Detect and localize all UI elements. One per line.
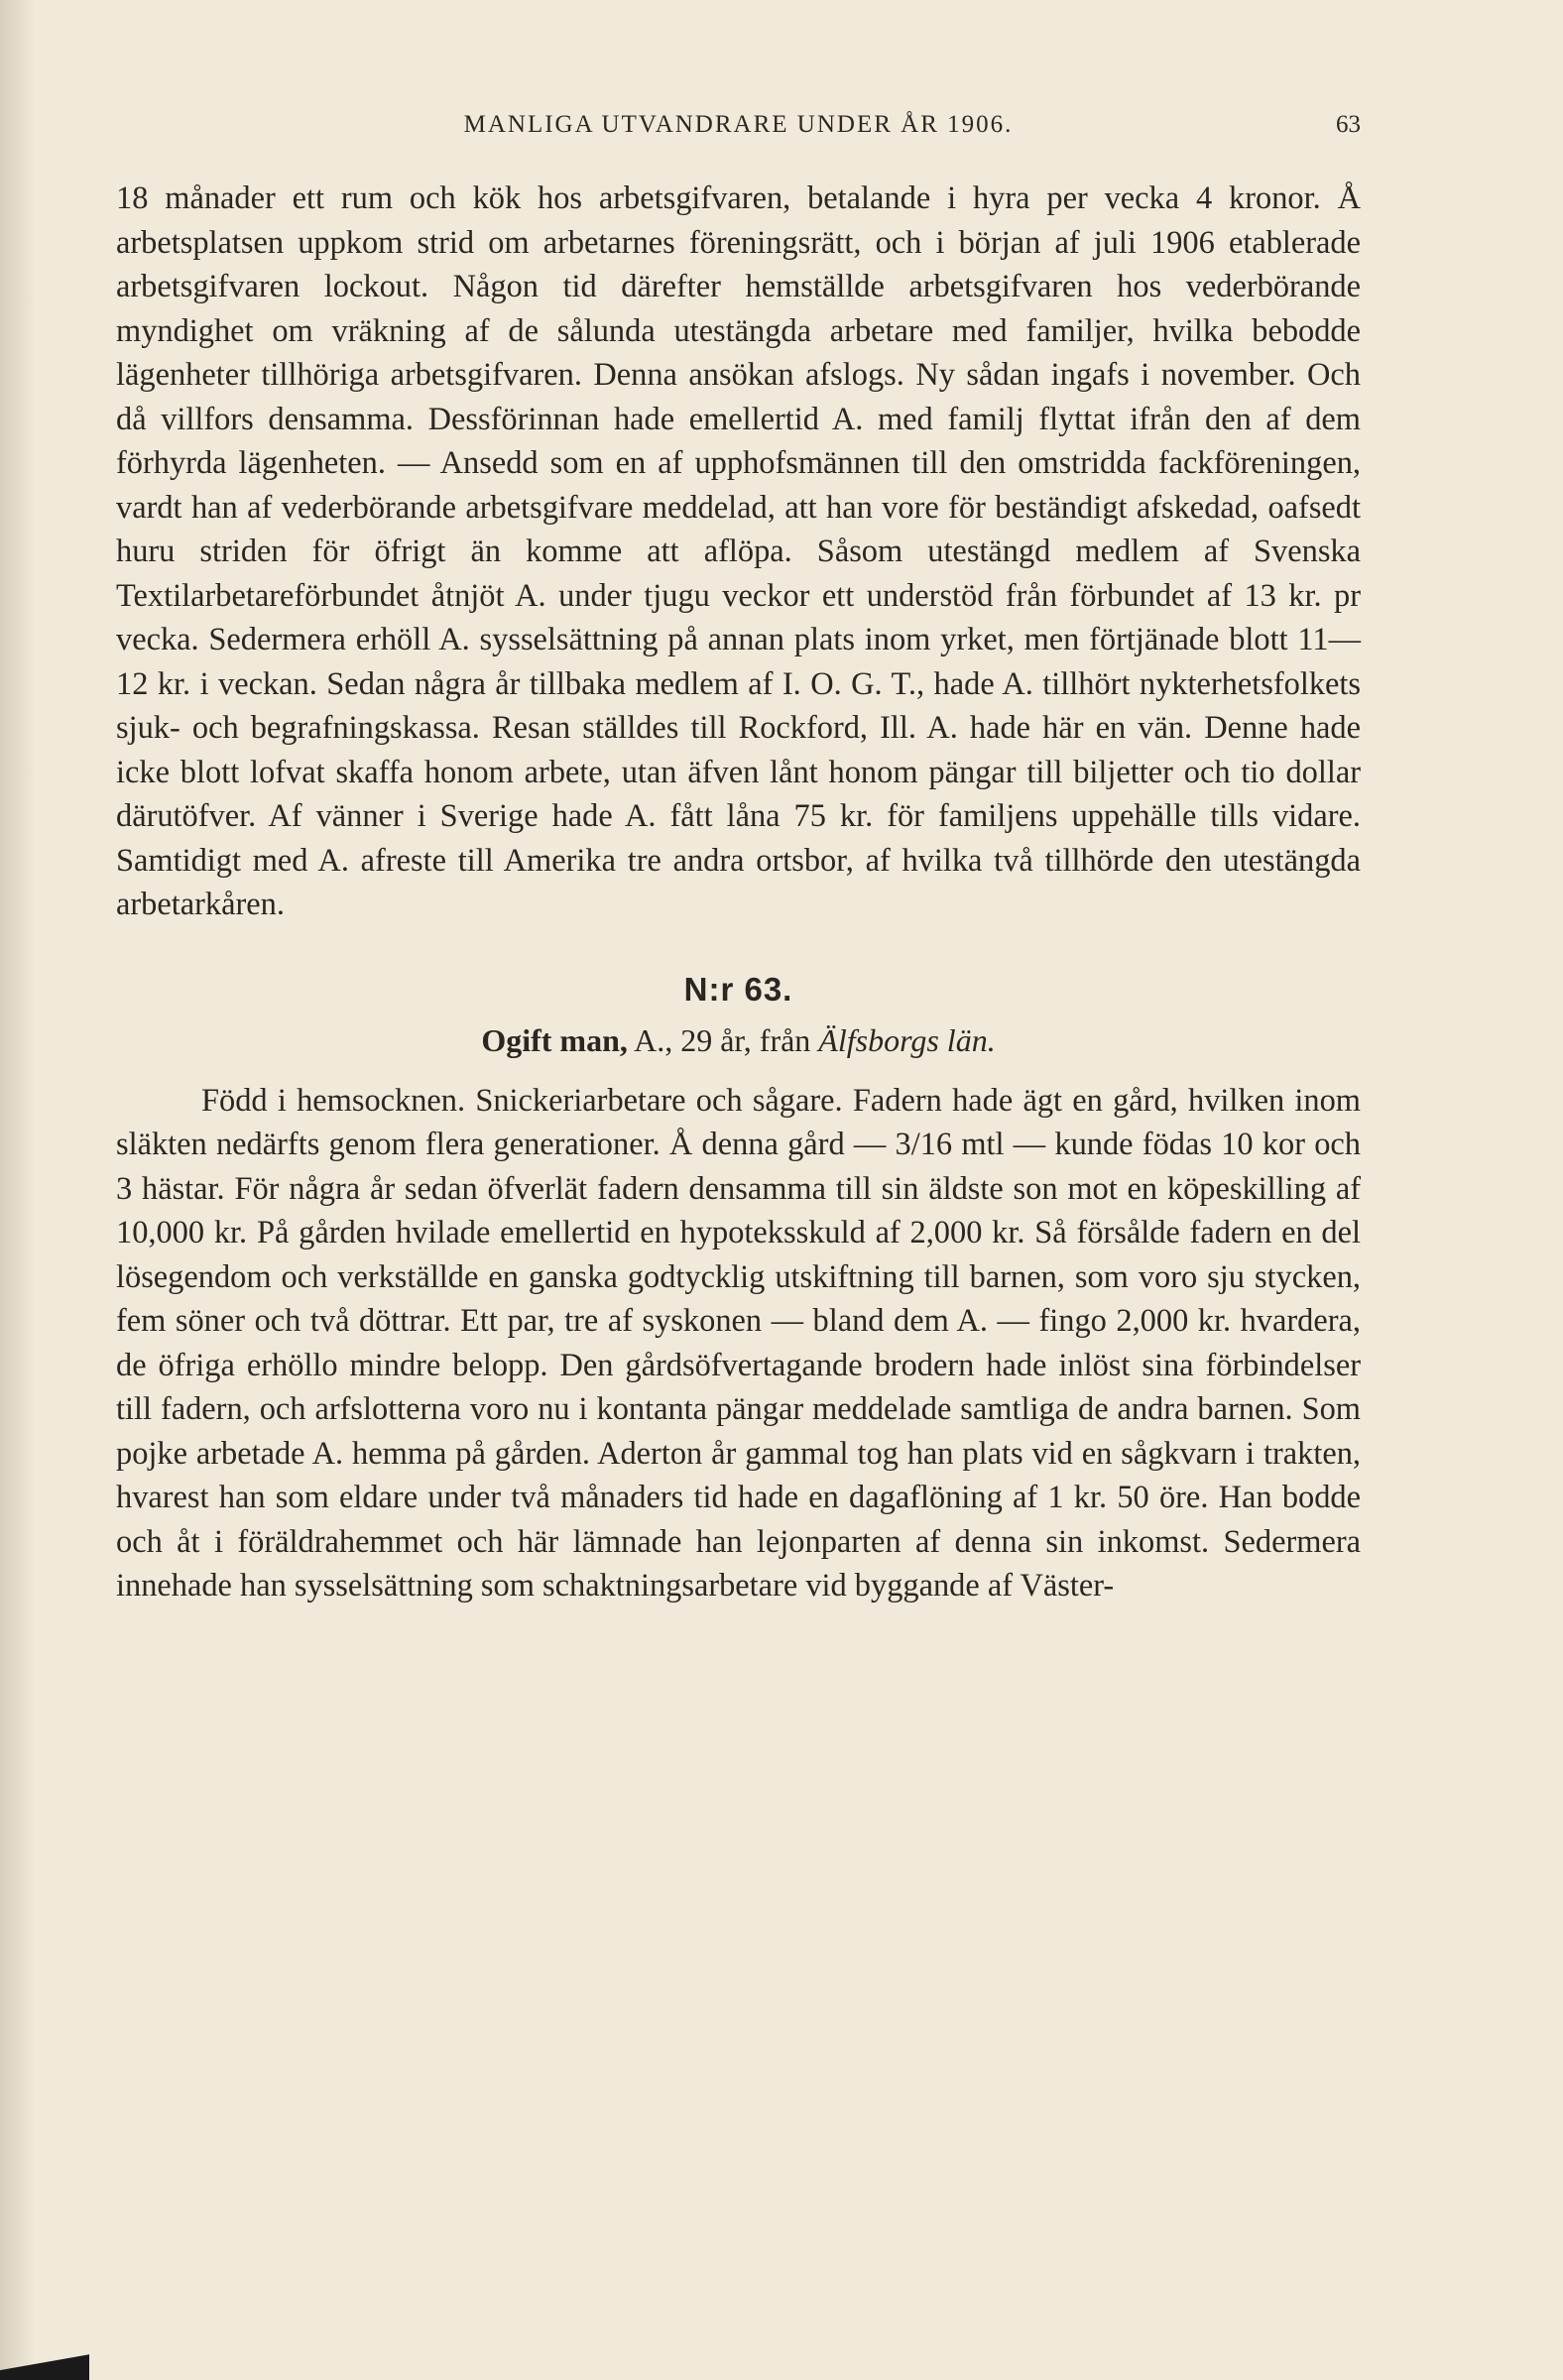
scan-corner-mark — [0, 2338, 89, 2380]
running-head-title: MANLIGA UTVANDRARE UNDER ÅR 1906. — [463, 111, 1014, 138]
case-number-heading: N:r 63. — [683, 970, 793, 1008]
paragraph-case-63: Född i hemsocknen. Snickeriarbetare och sågare. Fadern hade ägt en gård, hvilken inom släkten nedärfts genom flera generationer. Å denna gård — 3/16 mtl — kunde födas 10 kor och 3 hästar. För några år sedan öfverlät fadern densamma till sin äldste son mot en köpeskilling af 10,000 kr. På gården hvilade emellertid en hypoteksskuld af 2,000 kr. Så försålde fadern en del lösegendom och verkställde en ganska godtycklig utskiftning till barnen, som voro sju stycken, fem söner och två döttrar. Ett par, tre af syskonen — bland dem A. — fingo 2,000 kr. hvardera, de öfriga erhöllo mindre belopp. Den gårdsöfvertagande brodern hade inlöst sina förbindelser till fadern, och arfslotterna voro nu i kontanta pängar meddelade samtliga de andra barnen. Som pojke arbetade A. hemma på gården. Aderton år gammal tog han plats vid en sågkvarn i trakten, hvarest han som eldare under två månaders tid hade en dagaflöning af 1 kr. 50 öre. Han bodde och åt i föräldrahemmet och här lämnade han lejonparten af denna sin inkomst. Sedermera innehade han sysselsättning som schaktningsarbetare vid byggande af Väster- — [116, 1082, 1361, 1604]
case-lead: Ogift man, — [481, 1021, 628, 1058]
case-place: Älfsborgs län. — [818, 1021, 996, 1058]
book-page — [116, 111, 1361, 1608]
case-subheading — [116, 1022, 1361, 1059]
page-edge-shadow — [0, 0, 34, 2380]
paragraph-continued: 18 månader ett rum och kök hos arbetsgifvaren, betalande i hyra per vecka 4 kronor. Å arbetsplatsen uppkom strid om arbetarnes föreningsrätt, och i början af juli 1906 etablerade arbetsgifvaren lockout. Någon tid därefter hemställde arbetsgifvaren hos vederbörande myndighet om vräkning af de sålunda utestängda arbetare med familjer, hvilka bebodde lägenheter tillhöriga arbetsgifvaren. Denna ansökan afslogs. Ny sådan ingafs i november. Och då villfors densamma. Dessförinnan hade emellertid A. med familj flyttat ifrån den af dem förhyrda lägenheten. — Ansedd som en af upphofsmännen till den omstridda fackföreningen, vardt han af vederbörande arbetsgifvare meddelad, att han vore för beständigt afskedad, oafsedt huru striden för öfrigt än komme att aflöpa. Såsom utestängd medlem af Svenska Textilarbetareförbundet åtnjöt A. under tjugu veckor ett understöd från förbundet af 13 kr. pr vecka. Sedermera erhöll A. sysselsättning på annan plats inom yrket, men förtjänade blott 11—12 kr. i veckan. Sedan några år tillbaka medlem af I. O. G. T., hade A. tillhört nykterhetsfolkets sjuk- och begrafningskassa. Resan ställdes till Rockford, Ill. A. hade här en vän. Denne hade icke blott lofvat skaffa honom arbete, utan äfven lånt honom pängar till biljetter och tio dollar därutöfver. Af vänner i Sverige hade A. fått låna 75 kr. för familjens uppehälle tills vidare. Samtidigt med A. afreste till Amerika tre andra ortsbor, af hvilka två tillhörde den utestängda arbetarkåren. — [116, 180, 1361, 922]
page-number: 63 — [1336, 111, 1361, 138]
running-head — [116, 111, 1361, 151]
case-mid: A., 29 år, från — [627, 1021, 819, 1058]
